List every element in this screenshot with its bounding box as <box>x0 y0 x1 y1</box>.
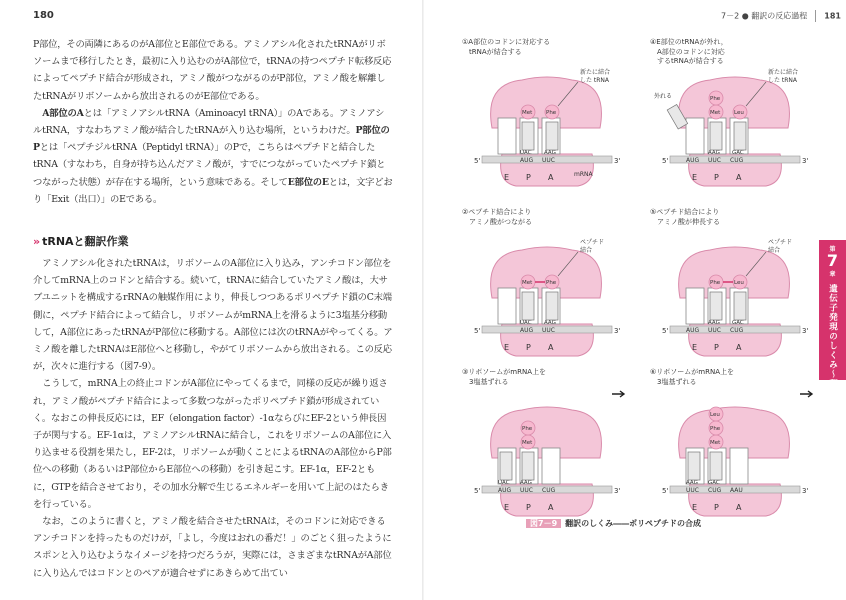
site-label-e: E <box>504 343 510 352</box>
five-prime-label: 5' <box>474 487 481 495</box>
callout-line: した tRNA <box>580 77 610 84</box>
site-label-p: P <box>714 173 719 182</box>
figure-panel-1 <box>462 38 632 188</box>
anticodon-label: UAC <box>498 480 510 486</box>
anticodon-label: UAC <box>520 320 532 326</box>
release-label: 外れる <box>654 93 673 100</box>
page-number-left: 180 <box>33 10 54 21</box>
site-label-p: P <box>714 503 719 512</box>
figure-panel-4 <box>650 208 820 358</box>
site-slot-e <box>686 288 704 324</box>
site-label-a: A <box>736 343 742 352</box>
panel-caption: ②ペプチド結合により アミノ酸がつながる <box>462 208 532 226</box>
codon-label: CUG <box>730 157 744 164</box>
mrna-label: mRNA <box>574 171 593 178</box>
chapter-tab <box>819 240 846 408</box>
callout-line: 新たに結合 <box>580 69 611 76</box>
figure-title: 翻訳のしくみ――ポリペプチドの合成 <box>565 519 701 528</box>
three-prime-label: 3' <box>614 327 621 335</box>
three-prime-label: 3' <box>802 327 809 335</box>
three-prime-label: 3' <box>802 487 809 495</box>
five-prime-label: 5' <box>474 327 481 335</box>
amino-acid-label: Met <box>522 110 533 116</box>
bold-p-site: P部位のP <box>33 125 390 154</box>
amino-acid-label: Met <box>522 280 533 286</box>
codon-label: AUG <box>520 327 534 334</box>
ribosome-diagram <box>650 38 820 188</box>
site-label-a: A <box>548 173 554 182</box>
trna <box>734 122 746 150</box>
amino-acid-label: Phe <box>710 280 721 286</box>
anticodon-label: AAG <box>708 150 720 156</box>
section-heading: » tRNAと翻訳作業 <box>33 235 129 248</box>
site-slot-a <box>730 448 748 484</box>
amino-acid-label: Leu <box>734 110 744 116</box>
codon-label: AAU <box>730 487 743 494</box>
paragraph-4: こうして，mRNA上の終止コドンがA部位にやってくるまで，同様の反応が繰り返され，アミノ酸がペプチド結合によって多数つながったポリペプチド鎖が形成されていく。なおこの伸長反応には，EF（elongation factor）-1αならびにEF-2という伸長因子が関与する。EF-1αは，アミノアシルtRNAに結合し，これをリボソームのA部位に入り込ませる役割を果たし，EF-2は，リボソームが動くことによるtRNAのA部位からP部位への移動（あるいはP部位からE部位への移動）を引き起こす。EF-1α，EF-2ともに，GTPを結合させており，その加水分解で生じるエネルギーを用いて上記のはたらきを行っている。 <box>33 378 392 510</box>
codon-label: UUC <box>542 327 555 334</box>
figure-panel-3 <box>462 208 632 358</box>
anticodon-label: UAC <box>520 150 532 156</box>
trna <box>710 122 722 150</box>
callout-label <box>768 68 798 84</box>
callout-line: した tRNA <box>768 77 798 84</box>
tab-chapter-title: 遺伝子発現のしくみ～翻訳～ <box>827 284 838 408</box>
amino-acid-label: Met <box>522 440 533 446</box>
para2-c: とは，文字どおり「Exit（出口）」のEである。 <box>33 176 393 205</box>
paragraph-5: なお，このように書くと，アミノ酸を結合させたtRNAは，そのコドンに対応できるアンチコドンを持ったものだけが，「よし，今度はおれの番だ！」のごとく狙ったようにスポンと入り込むようなイメージを持つだろうが，実際には，さまざまなtRNAがA部位に入り込んではコドンとのペアが適合せずにあきらめて出てい <box>33 516 392 579</box>
anticodon-label: GAC <box>708 480 720 486</box>
panel-caption: ③リボソームがmRNA上を 3塩基ずれる <box>462 368 546 386</box>
callout-label <box>580 239 604 254</box>
panel-caption: ④E部位のtRNAが外れ， A部位のコドンに対応 するtRNAが結合する <box>650 38 728 65</box>
codon-label: UUC <box>520 487 533 494</box>
paragraph-2 <box>33 105 393 208</box>
para2-a: とは「アミノアシルtRNA（Aminoacyl tRNA）」のAである。アミノアシルtRNA，すなわちアミノ酸が結合したtRNAが入り込む場所，というわけだ。 <box>33 107 385 137</box>
codon-label: AUG <box>498 487 512 494</box>
callout-line: ペプチド <box>768 239 793 246</box>
anticodon-label: GAC <box>732 150 744 156</box>
figure-panel-6 <box>650 368 820 518</box>
panel-caption: ①A部位のコドンに対応する tRNAが結合する <box>462 38 551 56</box>
site-label-a: A <box>736 173 742 182</box>
text-block-1 <box>33 36 393 208</box>
amino-acid-label: Leu <box>734 280 744 286</box>
codon-label: CUG <box>730 327 744 334</box>
codon-label: AUG <box>520 157 534 164</box>
codon-label: AUG <box>686 327 700 334</box>
panel-caption: ⑤ペプチド結合により アミノ酸が伸長する <box>650 208 720 226</box>
five-prime-label: 5' <box>662 157 669 165</box>
tab-chapter-number: 7 <box>826 251 839 270</box>
five-prime-label: 5' <box>662 487 669 495</box>
ribosome-diagram <box>462 38 632 188</box>
site-label-a: A <box>548 343 554 352</box>
ribosome-diagram <box>462 368 632 518</box>
trna <box>522 452 534 480</box>
codon-label: CUG <box>542 487 556 494</box>
three-prime-label: 3' <box>802 157 809 165</box>
trna <box>710 292 722 320</box>
trna <box>522 122 534 150</box>
site-label-e: E <box>504 503 510 512</box>
anticodon-label: AAG <box>686 480 698 486</box>
paragraph-1: P部位，その両隣にあるのがA部位とE部位である。アミノアシル化されたtRNAがリボソームまで移行したとき，最初に入り込むのがA部位で，tRNAの持つペプチド転移反応によってペプチド結合が形成され，アミノ酸がつながるのがP部位，アミノ酸を解離したtRNAがリボソームから放出されるのがE部位である。 <box>33 39 392 102</box>
amino-acid-label: Phe <box>546 280 557 286</box>
figure-panel-2 <box>650 38 820 188</box>
five-prime-label: 5' <box>474 157 481 165</box>
callout-line: 新たに結合 <box>768 69 799 76</box>
site-label-a: A <box>736 503 742 512</box>
site-slot-e <box>498 288 516 324</box>
running-head: 7－2 ● 翻訳の反応過程 181 <box>721 11 841 21</box>
shift-arrow-icon <box>800 391 812 397</box>
callout-label <box>768 239 792 254</box>
para2-b: とは「ペプチジルtRNA（Peptidyl tRNA）」のPで，こちらはペプチドと結合したtRNA（すなわち，自身が持ち込んだアミノ酸が，すでにつながっていたペプチド鎖とつながった状態）が存在する場所，という意味である。そして <box>33 142 386 188</box>
panel-caption: ⑥リボソームがmRNA上を 3塩基ずれる <box>650 368 734 386</box>
trna <box>522 292 534 320</box>
shift-arrow-icon <box>612 391 624 397</box>
three-prime-label: 3' <box>614 487 621 495</box>
ribosome-diagram <box>650 208 820 358</box>
callout-line: ペプチド <box>580 239 605 246</box>
bold-a-site: A部位のA <box>42 107 84 119</box>
codon-label: UUC <box>708 157 721 164</box>
amino-acid-label: Phe <box>710 426 721 432</box>
codon-label: CUG <box>708 487 722 494</box>
site-label-e: E <box>692 343 698 352</box>
codon-label: AUG <box>686 157 700 164</box>
trna <box>500 452 512 480</box>
tab-chapter-suffix: 章 <box>829 271 836 278</box>
callout-line: 結合 <box>768 247 781 254</box>
site-slot-e <box>686 118 704 154</box>
codon-label: UUC <box>708 327 721 334</box>
trna <box>734 292 746 320</box>
anticodon-label: AAG <box>708 320 720 326</box>
site-label-a: A <box>548 503 554 512</box>
trna <box>546 292 558 320</box>
anticodon-label: AAG <box>544 320 556 326</box>
site-slot-a <box>542 448 560 484</box>
amino-acid-label: Phe <box>546 110 557 116</box>
amino-acid-label: Met <box>710 440 721 446</box>
site-label-p: P <box>526 173 531 182</box>
site-label-e: E <box>504 173 510 182</box>
callout-label <box>580 68 610 84</box>
anticodon-label: AAG <box>544 150 556 156</box>
site-label-p: P <box>526 503 531 512</box>
three-prime-label: 3' <box>614 157 621 165</box>
figure-label: 図7－9 <box>526 519 561 528</box>
figure-panel-5 <box>462 368 632 518</box>
figure-caption <box>526 518 701 529</box>
bold-e-site: E部位のE <box>287 176 329 188</box>
anticodon-label: GAC <box>732 320 744 326</box>
site-label-p: P <box>526 343 531 352</box>
tab-chapter-prefix: 第 <box>829 246 836 253</box>
amino-acid-label: Leu <box>710 412 720 418</box>
trna <box>688 452 700 480</box>
site-slot-e <box>498 118 516 154</box>
paragraph-3: アミノアシル化されたtRNAは，リボソームのA部位に入り込み，アンチコドン部位を介してmRNA上のコドンと結合する。続いて，tRNAに結合していたアミノ酸は，大サブユニットを構成するrRNAの触媒作用により，伸長しつつあるポリペプチド鎖のC末端側に，ペプチド結合によって結合し，リボソームがmRNA上を滑るように3塩基分移動して，A部位にあったtRNAがP部位に移動する。A部位には次のtRNAがやってくる。アミノ酸を離したtRNAはE部位へと移動し，やがてリボソームから放出される。この反応が，次々に進行する（図7-9）。 <box>33 258 393 373</box>
amino-acid-label: Met <box>710 110 721 116</box>
amino-acid-label: Phe <box>710 96 721 102</box>
amino-acid-label: Phe <box>522 426 533 432</box>
codon-label: UUC <box>686 487 699 494</box>
trna <box>710 452 722 480</box>
text-block-2 <box>33 255 393 582</box>
site-label-e: E <box>692 503 698 512</box>
trna <box>546 122 558 150</box>
anticodon-label: AAG <box>520 480 532 486</box>
ribosome-diagram <box>650 368 820 518</box>
codon-label: UUC <box>542 157 555 164</box>
ribosome-diagram <box>462 208 632 358</box>
page-number-right: 181 <box>824 11 841 21</box>
site-label-e: E <box>692 173 698 182</box>
site-label-p: P <box>714 343 719 352</box>
callout-line: 結合 <box>580 247 593 254</box>
five-prime-label: 5' <box>662 327 669 335</box>
